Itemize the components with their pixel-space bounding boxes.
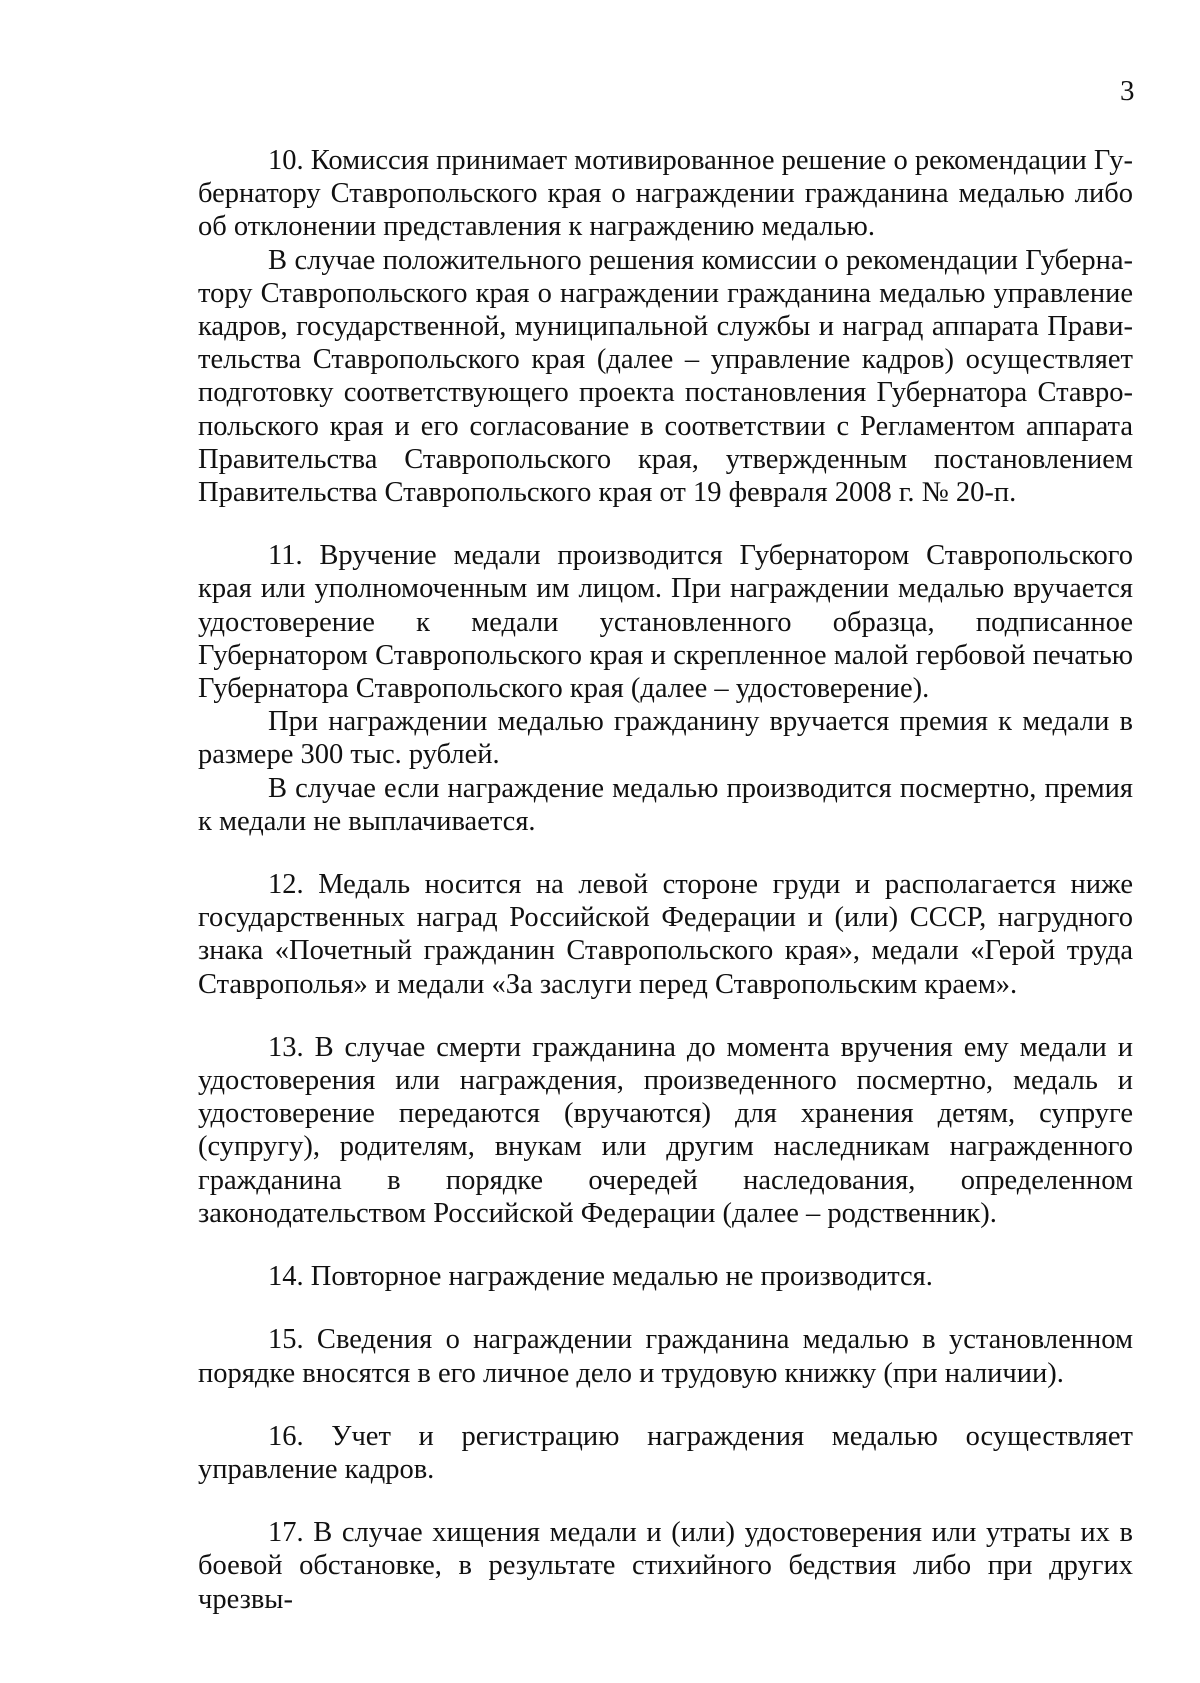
section-13 — [198, 1031, 1133, 1230]
section-12 — [198, 868, 1133, 1001]
paragraph: 15. Сведения о награждении гражданина медалью в установленном порядке вносятся в его личное дело и трудовую книжку (при наличии). — [198, 1324, 1133, 1389]
paragraph: 14. Повторное награждение медалью не производится. — [268, 1261, 933, 1293]
section-10 — [198, 144, 1133, 509]
section-11 — [198, 539, 1133, 838]
section-16 — [198, 1420, 1133, 1486]
paragraph: 17. В случае хищения медали и (или) удостоверения или утраты их в боевой обстановке, в результате стихийного бедствия либо при других чрезвы- — [198, 1517, 1133, 1615]
section-14 — [198, 1260, 1133, 1293]
paragraph: В случае положительного решения комиссии о рекомендации Губернатору Ставропольского края о награждении гражданина медалью управление кадров, государственной, муниципальной службы и наград аппарата Правительства Ставропольского края (далее – управление кадров) осуществляет подготовку соответствующего проекта постановления Губернатора Ставропольского края и его согласование в соответствии с Регламентом аппарата Правительства Ставропольского края, утвержденным постановлением Правительства Ставропольского края от 19 февраля 2008 г. № 20-п. — [198, 244, 1133, 509]
section-17 — [198, 1516, 1133, 1616]
paragraph: При награждении медалью гражданину вручается премия к медали в размере 300 тыс. рублей. — [198, 706, 1133, 771]
paragraph: 16. Учет и регистрацию награждения медалью осуществляет управление кадров. — [198, 1420, 1133, 1485]
page-number: 3 — [1120, 75, 1135, 107]
paragraph: В случае если награждение медалью производится посмертно, премия к медали не выплачивается. — [198, 772, 1133, 837]
document-body — [198, 144, 1133, 1646]
paragraph: 13. В случае смерти гражданина до момента вручения ему медали и удостоверения или награждения, произведенного посмертно, медаль и удостоверение передаются (вручаются) для хранения детям, супруге (супругу), родителям, внукам или другим наследникам награжденного гражданина в порядке очередей наследования, определенном законодательством Российской Федерации (далее – родственник). — [198, 1031, 1133, 1229]
paragraph: 12. Медаль носится на левой стороне груди и располагается ниже государственных наград Российской Федерации и (или) СССР, нагрудного знака «Почетный гражданин Ставропольского края», медали «Герой труда Ставрополья» и медали «За заслуги перед Ставропольским краем». — [198, 869, 1133, 1000]
paragraph: 11. Вручение медали производится Губернатором Ставропольского края или уполномоченным им лицом. При награждении медалью вручается удостоверение к медали установленного образца, подписанное Губернатором Ставропольского края и скрепленное малой гербовой печатью Губернатора Ставропольского края (далее – удостоверение). — [198, 540, 1133, 705]
section-15 — [198, 1323, 1133, 1389]
paragraph: 10. Комиссия принимает мотивированное решение о рекомендации Губернатору Ставропольского края о награждении гражданина медалью либо об отклонении представления к награждению медалью. — [198, 145, 1133, 243]
